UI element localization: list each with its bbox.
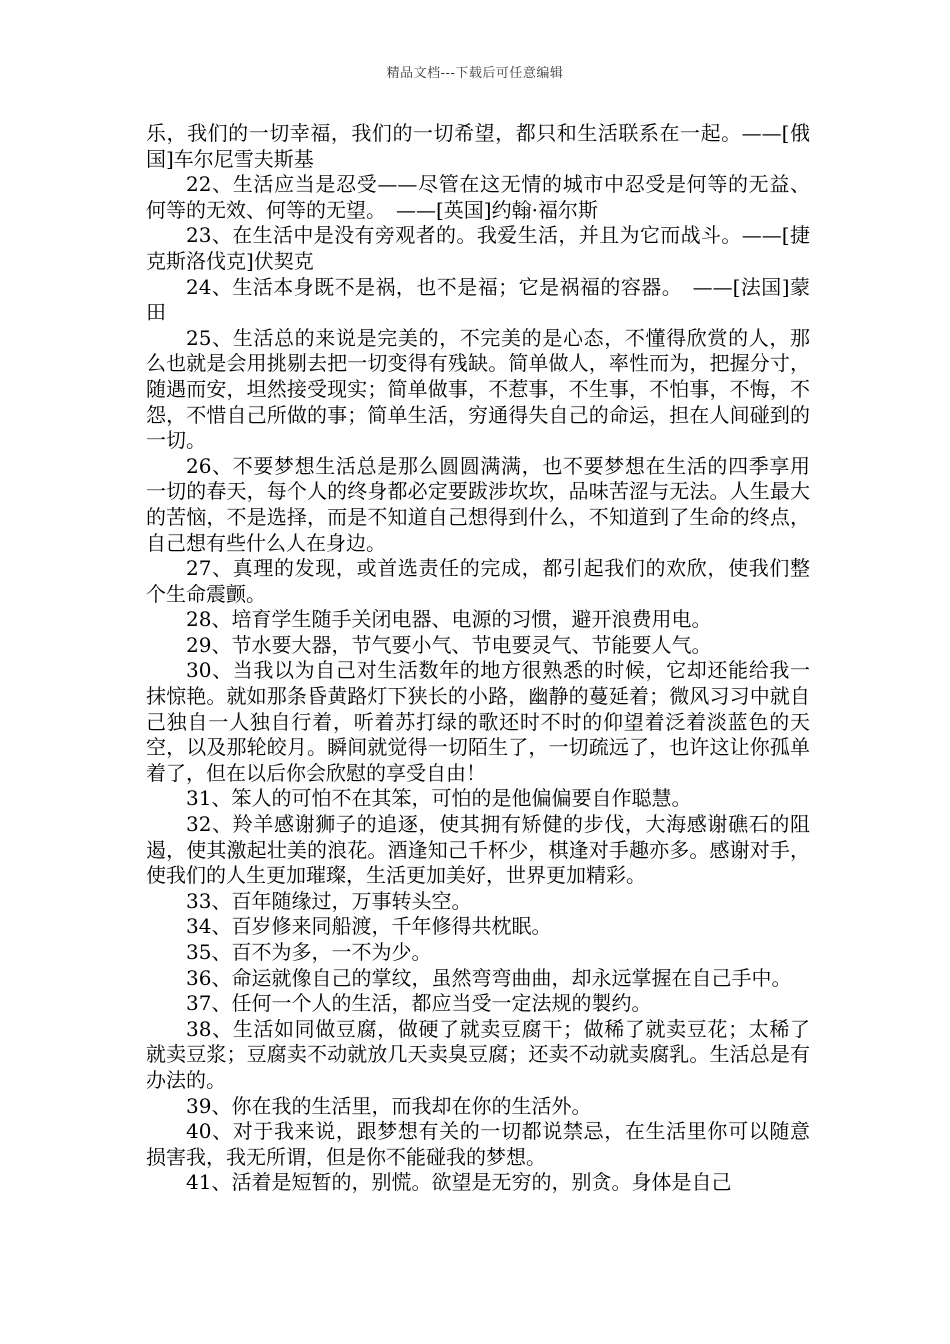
paragraph: 39、你在我的生活里，而我却在你的生活外。 — [186, 1093, 592, 1118]
paragraph: 37、任何一个人的生活，都应当受一定法规的製约。 — [186, 991, 652, 1016]
paragraph: 36、命运就像自己的掌纹，虽然弯弯曲曲，却永远掌握在自己手中。 — [186, 965, 792, 990]
page-header: 精品文档---下载后可任意编辑 — [386, 66, 564, 81]
paragraph: 32、羚羊感谢狮子的追逐，使其拥有矫健的步伐，大海感谢礁石的阻遏，使其激起壮美的浪花。酒逢知己千杯少，棋逢对手趣亦多。感谢对手，使我们的人生更加璀璨，生活更加美好，世界更加精彩。 — [146, 812, 810, 888]
paragraph: 35、百不为多，一不为少。 — [186, 940, 432, 964]
paragraph: 22、生活应当是忍受——尽管在这无情的城市中忍受是何等的无益、何等的无效、何等的无望。 ——[英国]约翰·福尔斯 — [146, 172, 810, 222]
paragraph: 27、真理的发现，或首选责任的完成，都引起我们的欢欣，使我们整个生命震颤。 — [146, 556, 810, 606]
paragraph: 24、生活本身既不是祸，也不是福；它是祸福的容器。 ——[法国]蒙田 — [146, 274, 810, 325]
paragraph: 33、百年随缘过，万事转头空。 — [186, 888, 472, 913]
paragraph: 31、笨人的可怕不在其笨，可怕的是他偏偏要自作聪慧。 — [186, 786, 692, 811]
paragraph: 40、对于我来说，跟梦想有关的一切都说禁忌，在生活里你可以随意损害我，我无所谓，但是你不能碰我的梦想。 — [146, 1119, 810, 1169]
paragraph: 23、在生活中是没有旁观者的。我爱生活，并且为它而战斗。——[捷克斯洛伐克]伏契克 — [146, 223, 810, 273]
paragraph: 38、生活如同做豆腐，做硬了就卖豆腐干；做稀了就卖豆花；太稀了就卖豆浆；豆腐卖不动就放几天卖臭豆腐；还卖不动就卖腐乳。生活总是有办法的。 — [146, 1016, 810, 1092]
paragraph: 26、不要梦想生活总是那么圆圆满满，也不要梦想在生活的四季享用一切的春天，每个人的终身都必定要跋涉坎坎，品味苦涩与无法。人生最大的苦恼，不是选择，而是不知道自己想得到什么，不知道到了生命的终点，自己想有些什么人在身边。 — [146, 453, 810, 555]
paragraph: 30、当我以为自己对生活数年的地方很熟悉的时候，它却还能给我一抹惊艳。就如那条昏黄路灯下狭长的小路，幽静的蔓延着；微风习习中就自己独自一人独自行着，听着苏打绿的歌还时不时的仰望着泛着淡蓝色的天空，以及那轮皎月。瞬间就觉得一切陌生了，一切疏远了，也许这让你孤单着了，但在以后你会欣慰的享受自由！ — [146, 658, 810, 785]
paragraph: 41、活着是短暂的，别慌。欲望是无穷的，别贪。身体是自己 — [186, 1170, 732, 1195]
paragraph: 乐，我们的一切幸福，我们的一切希望，都只和生活联系在一起。——[俄国]车尔尼雪夫斯基 — [146, 121, 810, 171]
paragraph: 29、节水要大器，节气要小气、节电要灵气、节能要人气。 — [186, 632, 712, 657]
document-body — [146, 121, 810, 1196]
paragraph: 28、培育学生随手关闭电器、电源的习惯，避开浪费用电。 — [186, 607, 712, 632]
paragraph: 34、百岁修来同船渡，千年修得共枕眠。 — [186, 914, 552, 939]
paragraph: 25、生活总的来说是完美的，不完美的是心态，不懂得欣赏的人，那么也就是会用挑剔去把一切变得有残缺。简单做人，率性而为，把握分寸，随遇而安，坦然接受现实；简单做事，不惹事，不生事，不怕事，不悔，不怨，不惜自己所做的事；简单生活，穷通得失自己的命运，担在人间碰到的一切。 — [146, 325, 810, 453]
